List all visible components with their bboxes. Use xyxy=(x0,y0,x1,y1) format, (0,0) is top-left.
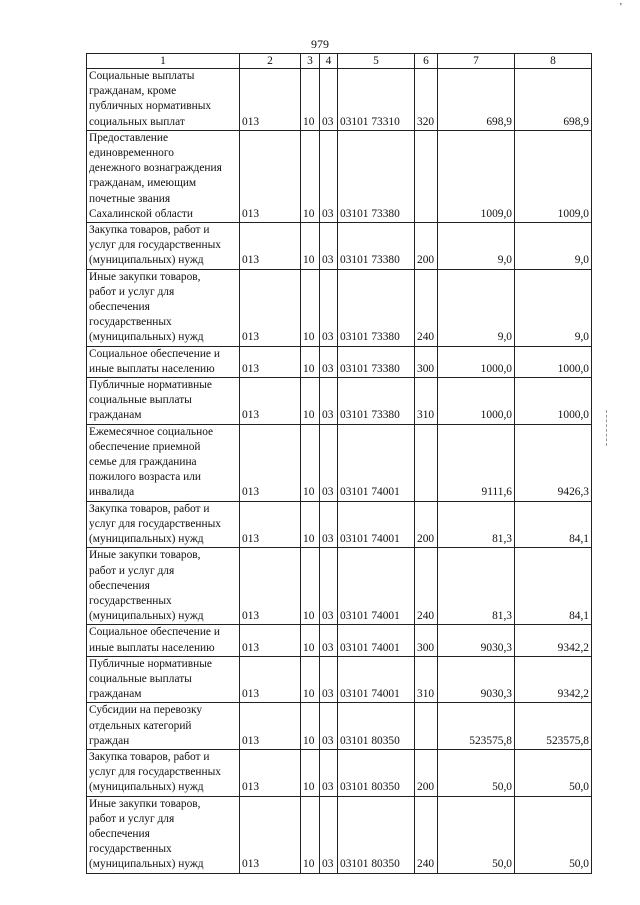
subsection-code-cell: 03 xyxy=(320,548,338,625)
target-article-cell: 03101 80350 xyxy=(338,703,415,750)
section-code-cell: 10 xyxy=(301,69,320,131)
ministry-code-cell: 013 xyxy=(240,378,301,425)
subsection-code-cell: 03 xyxy=(320,656,338,703)
section-code-cell: 10 xyxy=(301,346,320,377)
table-row xyxy=(87,130,592,222)
amount-col7-cell: 81,3 xyxy=(438,501,515,548)
row-name-cell: Социальное обеспечение и иные выплаты населению xyxy=(87,346,240,377)
header-cell: 8 xyxy=(515,54,592,69)
ministry-code-cell: 013 xyxy=(240,703,301,750)
target-article-cell: 03101 74001 xyxy=(338,656,415,703)
section-code-cell: 10 xyxy=(301,501,320,548)
amount-col8-cell: 50,0 xyxy=(515,749,592,796)
amount-col8-cell: 9342,2 xyxy=(515,625,592,656)
table-row xyxy=(87,656,592,703)
amount-col7-cell: 1000,0 xyxy=(438,346,515,377)
subsection-code-cell: 03 xyxy=(320,223,338,270)
expense-type-cell: 300 xyxy=(415,625,438,656)
amount-col8-cell: 50,0 xyxy=(515,796,592,873)
row-name-cell: Закупка товаров, работ и услуг для государственных (муниципальных) нужд xyxy=(87,223,240,270)
amount-col7-cell: 50,0 xyxy=(438,749,515,796)
header-cell: 2 xyxy=(240,54,301,69)
subsection-code-cell: 03 xyxy=(320,703,338,750)
expense-type-cell: 240 xyxy=(415,796,438,873)
amount-col8-cell: 523575,8 xyxy=(515,703,592,750)
section-code-cell: 10 xyxy=(301,703,320,750)
row-name-cell: Иные закупки товаров, работ и услуг для обеспечения государственных (муниципальных) нужд xyxy=(87,269,240,346)
expense-type-cell: 240 xyxy=(415,269,438,346)
amount-col8-cell: 1009,0 xyxy=(515,130,592,222)
subsection-code-cell: 03 xyxy=(320,130,338,222)
expense-type-cell: 200 xyxy=(415,501,438,548)
table-row xyxy=(87,796,592,873)
target-article-cell: 03101 73310 xyxy=(338,69,415,131)
target-article-cell: 03101 74001 xyxy=(338,548,415,625)
target-article-cell: 03101 73380 xyxy=(338,130,415,222)
ministry-code-cell: 013 xyxy=(240,424,301,501)
amount-col8-cell: 1000,0 xyxy=(515,378,592,425)
scan-artifact xyxy=(606,410,608,446)
target-article-cell: 03101 73380 xyxy=(338,269,415,346)
section-code-cell: 10 xyxy=(301,796,320,873)
table-row xyxy=(87,378,592,425)
target-article-cell: 03101 73380 xyxy=(338,223,415,270)
row-name-cell: Социальное обеспечение и иные выплаты населению xyxy=(87,625,240,656)
page-number: 979 xyxy=(311,37,329,51)
subsection-code-cell: 03 xyxy=(320,749,338,796)
table-row xyxy=(87,69,592,131)
header-cell: 4 xyxy=(320,54,338,69)
table-row xyxy=(87,269,592,346)
table-row xyxy=(87,548,592,625)
section-code-cell: 10 xyxy=(301,130,320,222)
table-header-row xyxy=(87,54,592,69)
header-cell: 1 xyxy=(87,54,240,69)
subsection-code-cell: 03 xyxy=(320,796,338,873)
section-code-cell: 10 xyxy=(301,656,320,703)
ministry-code-cell: 013 xyxy=(240,130,301,222)
target-article-cell: 03101 74001 xyxy=(338,501,415,548)
row-name-cell: Предоставление единовременного денежного вознаграждения гражданам, имеющим почетные звания Сахалинской области xyxy=(87,130,240,222)
section-code-cell: 10 xyxy=(301,548,320,625)
section-code-cell: 10 xyxy=(301,749,320,796)
section-code-cell: 10 xyxy=(301,378,320,425)
subsection-code-cell: 03 xyxy=(320,269,338,346)
row-name-cell: Публичные нормативные социальные выплаты гражданам xyxy=(87,378,240,425)
row-name-cell: Ежемесячное социальное обеспечение приемной семье для гражданина пожилого возраста или инвалида xyxy=(87,424,240,501)
row-name-cell: Иные закупки товаров, работ и услуг для обеспечения государственных (муниципальных) нужд xyxy=(87,796,240,873)
amount-col7-cell: 9,0 xyxy=(438,223,515,270)
amount-col7-cell: 81,3 xyxy=(438,548,515,625)
amount-col8-cell: 84,1 xyxy=(515,548,592,625)
subsection-code-cell: 03 xyxy=(320,501,338,548)
target-article-cell: 03101 73380 xyxy=(338,346,415,377)
amount-col7-cell: 698,9 xyxy=(438,69,515,131)
budget-table xyxy=(86,53,592,874)
ministry-code-cell: 013 xyxy=(240,625,301,656)
amount-col8-cell: 698,9 xyxy=(515,69,592,131)
row-name-cell: Закупка товаров, работ и услуг для государственных (муниципальных) нужд xyxy=(87,501,240,548)
ministry-code-cell: 013 xyxy=(240,749,301,796)
ministry-code-cell: 013 xyxy=(240,69,301,131)
expense-type-cell: 300 xyxy=(415,346,438,377)
amount-col7-cell: 523575,8 xyxy=(438,703,515,750)
ministry-code-cell: 013 xyxy=(240,223,301,270)
table-row xyxy=(87,501,592,548)
expense-type-cell: 200 xyxy=(415,749,438,796)
table-row xyxy=(87,424,592,501)
section-code-cell: 10 xyxy=(301,424,320,501)
amount-col8-cell: 9426,3 xyxy=(515,424,592,501)
table-body xyxy=(87,54,592,874)
section-code-cell: 10 xyxy=(301,223,320,270)
table-row xyxy=(87,703,592,750)
subsection-code-cell: 03 xyxy=(320,69,338,131)
row-name-cell: Социальные выплаты гражданам, кроме публичных нормативных социальных выплат xyxy=(87,69,240,131)
ministry-code-cell: 013 xyxy=(240,656,301,703)
table-row xyxy=(87,346,592,377)
expense-type-cell xyxy=(415,703,438,750)
target-article-cell: 03101 80350 xyxy=(338,749,415,796)
amount-col7-cell: 9111,6 xyxy=(438,424,515,501)
expense-type-cell: 320 xyxy=(415,69,438,131)
expense-type-cell: 310 xyxy=(415,378,438,425)
ministry-code-cell: 013 xyxy=(240,796,301,873)
amount-col7-cell: 9030,3 xyxy=(438,656,515,703)
amount-col8-cell: 1000,0 xyxy=(515,346,592,377)
ministry-code-cell: 013 xyxy=(240,548,301,625)
row-name-cell: Публичные нормативные социальные выплаты гражданам xyxy=(87,656,240,703)
header-cell: 6 xyxy=(415,54,438,69)
target-article-cell: 03101 74001 xyxy=(338,424,415,501)
subsection-code-cell: 03 xyxy=(320,378,338,425)
amount-col7-cell: 1000,0 xyxy=(438,378,515,425)
amount-col7-cell: 1009,0 xyxy=(438,130,515,222)
ministry-code-cell: 013 xyxy=(240,269,301,346)
header-cell: 5 xyxy=(338,54,415,69)
header-cell: 7 xyxy=(438,54,515,69)
row-name-cell: Закупка товаров, работ и услуг для государственных (муниципальных) нужд xyxy=(87,749,240,796)
expense-type-cell: 200 xyxy=(415,223,438,270)
ministry-code-cell: 013 xyxy=(240,346,301,377)
target-article-cell: 03101 80350 xyxy=(338,796,415,873)
amount-col7-cell: 9,0 xyxy=(438,269,515,346)
expense-type-cell: 310 xyxy=(415,656,438,703)
row-name-cell: Иные закупки товаров, работ и услуг для обеспечения государственных (муниципальных) нужд xyxy=(87,548,240,625)
target-article-cell: 03101 74001 xyxy=(338,625,415,656)
expense-type-cell xyxy=(415,130,438,222)
amount-col8-cell: 9342,2 xyxy=(515,656,592,703)
subsection-code-cell: 03 xyxy=(320,424,338,501)
corner-mark: ' xyxy=(620,2,622,13)
section-code-cell: 10 xyxy=(301,269,320,346)
amount-col8-cell: 84,1 xyxy=(515,501,592,548)
amount-col8-cell: 9,0 xyxy=(515,269,592,346)
amount-col7-cell: 50,0 xyxy=(438,796,515,873)
expense-type-cell xyxy=(415,424,438,501)
subsection-code-cell: 03 xyxy=(320,346,338,377)
ministry-code-cell: 013 xyxy=(240,501,301,548)
table-row xyxy=(87,749,592,796)
amount-col7-cell: 9030,3 xyxy=(438,625,515,656)
section-code-cell: 10 xyxy=(301,625,320,656)
target-article-cell: 03101 73380 xyxy=(338,378,415,425)
expense-type-cell: 240 xyxy=(415,548,438,625)
table-row xyxy=(87,223,592,270)
table-row xyxy=(87,625,592,656)
header-cell: 3 xyxy=(301,54,320,69)
row-name-cell: Субсидии на перевозку отдельных категорий граждан xyxy=(87,703,240,750)
amount-col8-cell: 9,0 xyxy=(515,223,592,270)
subsection-code-cell: 03 xyxy=(320,625,338,656)
